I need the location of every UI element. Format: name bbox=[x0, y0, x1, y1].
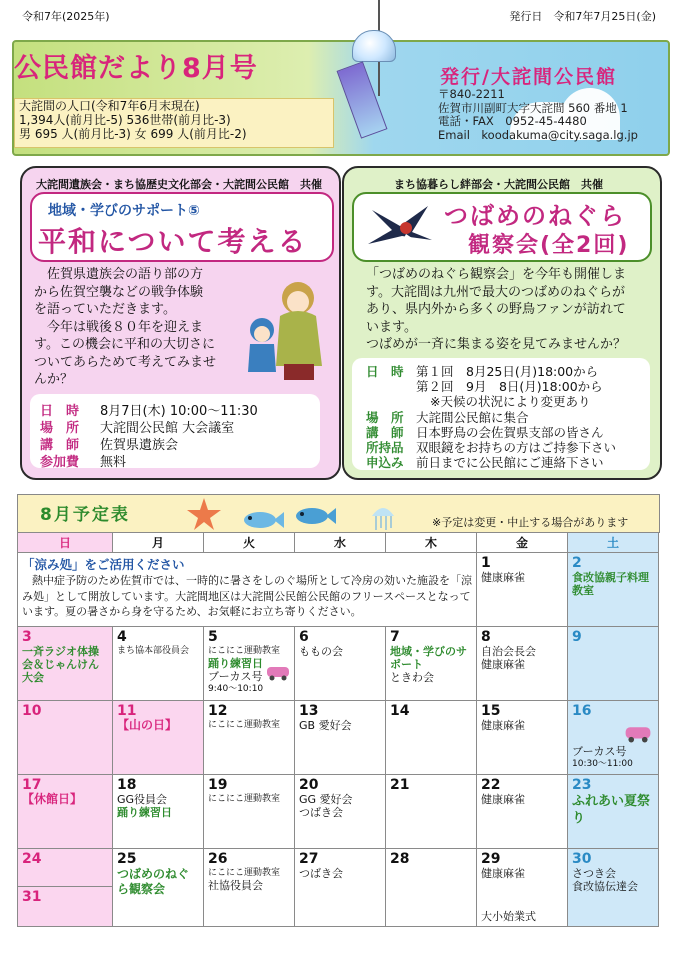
detail-key: 場 所 bbox=[40, 421, 80, 436]
closed-day-label: 【休館日】 bbox=[22, 792, 83, 806]
day-number: 9 bbox=[572, 629, 582, 645]
day-event: ももの会 bbox=[299, 645, 343, 658]
day-event: にこにこ運動教室 bbox=[208, 720, 281, 730]
street-address: 佐賀市川副町大字大詫間 560 番地 1 bbox=[438, 100, 628, 115]
detail-key: 講 師 bbox=[366, 425, 404, 440]
weekday-header-row bbox=[18, 533, 659, 553]
day-number: 31 bbox=[22, 889, 42, 905]
day-cell bbox=[477, 775, 568, 849]
day-event: つばき会 bbox=[299, 867, 343, 880]
detail-key: 日 時 bbox=[40, 404, 80, 419]
day-event: 自治会長会 bbox=[481, 645, 536, 658]
description-line: つばめが一斉に集まる姿を見てみませんか？ bbox=[366, 337, 627, 352]
newsletter-title: 公民館だより8月号 bbox=[14, 53, 258, 84]
day-event: GB 愛好会 bbox=[299, 719, 352, 732]
day-event: つばめのねぐら観察会 bbox=[117, 867, 190, 896]
day-cell bbox=[477, 553, 568, 627]
day-cell bbox=[477, 701, 568, 775]
day-number: 2 bbox=[572, 555, 582, 571]
swallow-event-title-2: 観察会(全2回) bbox=[468, 233, 630, 258]
population-line: 1,394人(前月比-5) 536世帯(前月比-3) bbox=[19, 113, 231, 127]
fish-icon bbox=[292, 506, 336, 526]
day-event: 健康麻雀 bbox=[481, 658, 525, 671]
day-cell bbox=[113, 775, 204, 849]
day-number: 12 bbox=[208, 703, 228, 719]
day-event: 健康麻雀 bbox=[481, 571, 525, 584]
day-number: 11 bbox=[117, 703, 137, 719]
description-line: います。 bbox=[366, 319, 417, 335]
day-cell bbox=[204, 849, 295, 927]
description-line: す。この機会に平和の大切さに bbox=[34, 337, 215, 352]
population-box bbox=[14, 98, 334, 148]
day-event: 9:40～10:10 bbox=[208, 684, 264, 694]
day-number: 3 bbox=[22, 629, 32, 645]
weekday-sun: 日 bbox=[18, 533, 113, 553]
detail-key: 申込み bbox=[366, 455, 404, 470]
day-number: 16 bbox=[572, 703, 592, 719]
weekday-thu: 木 bbox=[386, 533, 477, 553]
cool-spot-title: 「涼み処」をご活用ください bbox=[22, 557, 185, 572]
description-line: あり、県内外から多くの野鳥ファンが訪れて bbox=[366, 302, 626, 317]
day-cell bbox=[295, 627, 386, 701]
day-cell bbox=[295, 701, 386, 775]
phone-fax: 電話・FAX 0952-45-4480 bbox=[438, 114, 587, 128]
weekday-wed: 水 bbox=[295, 533, 386, 553]
bus-icon bbox=[624, 725, 652, 743]
day-event: ときわ会 bbox=[390, 671, 434, 684]
event-lecturer: 日本野鳥の会佐賀県支部の皆さん bbox=[416, 425, 604, 440]
day-number: 30 bbox=[572, 851, 592, 867]
event-place: 大詫間公民館 大会議室 bbox=[100, 421, 235, 436]
day-cell-24 bbox=[18, 849, 112, 887]
swallow-event-details bbox=[352, 358, 650, 470]
holiday-label: 【山の日】 bbox=[117, 718, 178, 732]
day-event: 健康麻雀 bbox=[481, 719, 525, 732]
description-line: を語っていただきます。 bbox=[34, 302, 176, 317]
calendar-note: ※予定は変更・中止する場合があります bbox=[432, 516, 629, 529]
day-event: 社協役員会 bbox=[208, 879, 263, 892]
day-cell bbox=[477, 627, 568, 701]
weekday-sat: 土 bbox=[568, 533, 659, 553]
event-fee: 無料 bbox=[100, 455, 127, 470]
day-number: 10 bbox=[22, 703, 42, 719]
day-event: GG 愛好会 bbox=[299, 793, 353, 806]
weekday-tue: 火 bbox=[204, 533, 295, 553]
detail-key: 講 師 bbox=[40, 438, 80, 453]
event-datetime: 8月7日(木) 10:00～11:30 bbox=[100, 404, 258, 419]
day-event: 踊り練習日 bbox=[117, 806, 172, 819]
day-cell-31 bbox=[18, 887, 112, 907]
detail-key: 日 時 bbox=[366, 364, 404, 379]
peace-event-details bbox=[30, 394, 320, 468]
cool-spot-notice bbox=[18, 553, 477, 627]
postal-code: 〒840-2211 bbox=[438, 87, 505, 101]
day-cell bbox=[204, 701, 295, 775]
day-event: 大小始業式 bbox=[481, 910, 536, 923]
schedule-calendar bbox=[17, 532, 659, 927]
day-number: 13 bbox=[299, 703, 319, 719]
day-event: にこにこ運動教室 bbox=[208, 868, 281, 878]
wind-chime-icon bbox=[352, 30, 396, 62]
calendar-week-2 bbox=[18, 627, 659, 701]
day-cell bbox=[295, 849, 386, 927]
day-event: ふれあい夏祭り bbox=[572, 794, 651, 826]
day-cell bbox=[386, 627, 477, 701]
day-cell bbox=[568, 627, 659, 701]
event-lecturer: 佐賀県遺族会 bbox=[100, 438, 179, 453]
weather-note: ※天候の状況により変更あり bbox=[430, 394, 591, 409]
day-cell bbox=[18, 775, 113, 849]
day-cell bbox=[18, 701, 113, 775]
weekday-fri: 金 bbox=[477, 533, 568, 553]
event-place: 大詫間公民館に集合 bbox=[416, 410, 529, 425]
day-number: 1 bbox=[481, 555, 491, 571]
description-line: ついてあらためて考えてみませ bbox=[34, 354, 217, 370]
calendar-title: 8月予定表 bbox=[40, 505, 130, 525]
day-number: 26 bbox=[208, 851, 228, 867]
event-belongings: 双眼鏡をお持ちの方はご持参下さい bbox=[416, 440, 617, 455]
children-illustration bbox=[240, 276, 330, 386]
day-event: にこにこ運動教室 bbox=[208, 794, 281, 804]
swallow-event-sponsor: まち協暮らし絆部会・大詫間公民館 共催 bbox=[394, 178, 603, 191]
day-cell bbox=[568, 701, 659, 775]
day-number: 14 bbox=[390, 703, 410, 719]
publisher: 発行/大詫間公民館 bbox=[440, 66, 617, 88]
day-number: 29 bbox=[481, 851, 501, 867]
description-line: から佐賀空襲などの戦争体験 bbox=[34, 284, 204, 300]
calendar-week-1 bbox=[18, 553, 659, 627]
peace-event-subtitle: 地域・学びのサポート⑤ bbox=[48, 203, 200, 219]
day-number: 24 bbox=[22, 851, 42, 867]
day-event: 一斉ラジオ体操会＆じゃんけん大会 bbox=[22, 645, 99, 684]
day-number: 23 bbox=[572, 777, 592, 793]
day-event: まち協本部役員会 bbox=[117, 646, 190, 656]
day-event: GG役員会 bbox=[117, 793, 168, 806]
era-label: 令和7年(2025年) bbox=[22, 10, 110, 23]
session-1: 第１回 8月25日(月)18:00から bbox=[416, 364, 599, 379]
swallow-event-description bbox=[366, 266, 650, 354]
description-line: 佐賀県遺族会の語り部の方 bbox=[34, 267, 204, 282]
day-number: 28 bbox=[390, 851, 410, 867]
day-event: にこにこ運動教室 bbox=[208, 646, 281, 656]
day-number: 8 bbox=[481, 629, 491, 645]
cool-spot-text: 熱中症予防のため佐賀市では、一時的に暑さをしのぐ場所として冷房の効いた施設を「涼み処」として開放しています。大詫間地区は大詫間公民館公民館のフリースペースとなっています。夏の暑さから身を守るため、お気軽にお立ち寄りください。 bbox=[22, 574, 472, 618]
day-number: 20 bbox=[299, 777, 319, 793]
description-line: んか？ bbox=[34, 372, 74, 387]
session-2: 第２回 9月 8日(月)18:00から bbox=[416, 379, 603, 394]
population-line: 男 695 人(前月比-3) 女 699 人(前月比-2) bbox=[19, 127, 247, 141]
peace-event-sponsor: 大詫間遺族会・まち協歴史文化部会・大詫間公民館 共催 bbox=[36, 178, 322, 191]
fish-icon bbox=[240, 510, 284, 530]
detail-key: 場 所 bbox=[366, 410, 404, 425]
day-event: 地域・学びのサポート bbox=[390, 645, 467, 671]
day-cell bbox=[113, 701, 204, 775]
day-number: 21 bbox=[390, 777, 410, 793]
day-number: 6 bbox=[299, 629, 309, 645]
calendar-week-4 bbox=[18, 775, 659, 849]
description-line: す。大詫間は九州で最大のつばめのねぐらが bbox=[366, 284, 625, 300]
day-event: 10:30～11:00 bbox=[572, 759, 633, 769]
day-event: ブーカス号 bbox=[572, 745, 627, 758]
population-line: 大詫間の人口(令和7年6月末現在) bbox=[19, 99, 200, 113]
description-line: 「つばめのねぐら観察会」を今年も開催しま bbox=[366, 267, 627, 282]
day-number: 22 bbox=[481, 777, 501, 793]
weekday-mon: 月 bbox=[113, 533, 204, 553]
calendar-week-3 bbox=[18, 701, 659, 775]
day-event: 健康麻雀 bbox=[481, 793, 525, 806]
day-number: 7 bbox=[390, 629, 400, 645]
jellyfish-icon bbox=[370, 504, 396, 532]
day-cell bbox=[386, 775, 477, 849]
day-cell bbox=[386, 701, 477, 775]
day-number: 19 bbox=[208, 777, 228, 793]
day-cell bbox=[113, 627, 204, 701]
day-number: 15 bbox=[481, 703, 501, 719]
day-event: ブーカス号 bbox=[208, 670, 263, 683]
description-line: 今年は戦後８０年を迎えま bbox=[34, 319, 204, 335]
day-cell bbox=[295, 775, 386, 849]
day-event: 健康麻雀 bbox=[481, 867, 525, 880]
day-cell bbox=[204, 775, 295, 849]
peace-event-title: 平和について考える bbox=[38, 225, 308, 258]
day-number: 4 bbox=[117, 629, 127, 645]
day-event: 食改協伝達会 bbox=[572, 880, 638, 893]
day-event: 食改協親子料理教室 bbox=[572, 571, 649, 597]
starfish-icon bbox=[186, 497, 222, 531]
day-cell bbox=[568, 553, 659, 627]
issue-date: 発行日 令和7年7月25日(金) bbox=[509, 10, 656, 23]
day-cell bbox=[18, 627, 113, 701]
day-number: 27 bbox=[299, 851, 319, 867]
day-cell bbox=[568, 849, 659, 927]
contact-info bbox=[438, 88, 638, 142]
peace-event-description bbox=[34, 266, 262, 389]
day-cell bbox=[386, 849, 477, 927]
day-number: 25 bbox=[117, 851, 137, 867]
event-application: 前日までに公民館にご連絡下さい bbox=[416, 455, 604, 470]
day-event: さつき会 bbox=[572, 867, 616, 880]
calendar-week-5 bbox=[18, 849, 659, 927]
day-event: つばき会 bbox=[299, 806, 343, 819]
swallow-event-title: つばめのねぐら bbox=[444, 202, 626, 230]
day-cell bbox=[18, 849, 113, 927]
day-cell bbox=[113, 849, 204, 927]
day-number: 17 bbox=[22, 777, 42, 793]
day-cell bbox=[204, 627, 295, 701]
detail-key: 所持品 bbox=[366, 440, 404, 455]
email-address: Email koodakuma@city.saga.lg.jp bbox=[438, 127, 638, 142]
day-cell bbox=[568, 775, 659, 849]
day-cell bbox=[477, 849, 568, 927]
bus-icon bbox=[266, 665, 290, 681]
swallow-icon bbox=[362, 200, 436, 254]
day-event: 踊り練習日 bbox=[208, 657, 263, 670]
detail-key: 参加費 bbox=[40, 455, 80, 470]
day-number: 18 bbox=[117, 777, 137, 793]
day-number: 5 bbox=[208, 629, 218, 645]
